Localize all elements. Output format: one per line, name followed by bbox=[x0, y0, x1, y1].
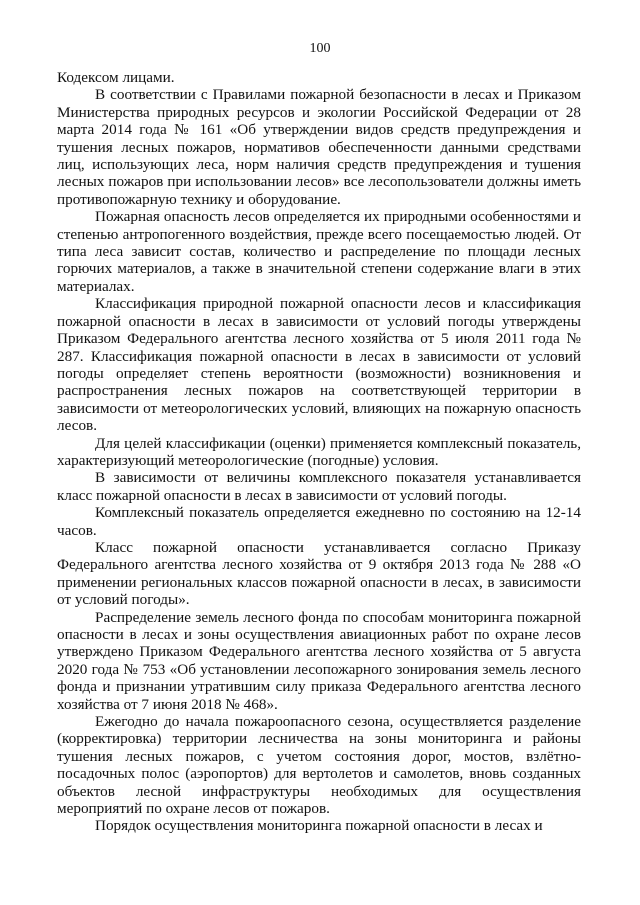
paragraph: В зависимости от величины комплексного показателя устанавливается класс пожарной опасности в лесах в зависимости от условий погоды. bbox=[57, 469, 581, 504]
paragraph: Для целей классификации (оценки) применяется комплексный показатель, характеризующий метеорологические (погодные) условия. bbox=[57, 434, 581, 469]
paragraph: Комплексный показатель определяется ежедневно по состоянию на 12-14 часов. bbox=[57, 504, 581, 539]
page-number: 100 bbox=[309, 41, 331, 56]
body-text bbox=[57, 69, 581, 835]
paragraph: Ежегодно до начала пожароопасного сезона, осуществляется разделение (корректировка) территории лесничества на зоны мониторинга и районы тушения лесных пожаров, с учетом состояния дорог, мостов, взлётно-посадочных полос (аэропортов) для вертолетов и самолетов, вновь созданных объектов лесной инфраструктуры необходимых для осуществления мероприятий по охране лесов от пожаров. bbox=[57, 713, 581, 818]
paragraph: Порядок осуществления мониторинга пожарной опасности в лесах и bbox=[95, 817, 543, 835]
paragraph: Распределение земель лесного фонда по способам мониторинга пожарной опасности в лесах и зоны осуществления авиационных работ по охране лесов утверждено Приказом Федерального агентства лесного хозяйства от 5 августа 2020 года № 753 «Об установлении лесопожарного зонирования земель лесного фонда и признании утратившим силу приказа Федерального агентства лесного хозяйства от 7 июня 2018 № 468». bbox=[57, 608, 581, 713]
paragraph: В соответствии с Правилами пожарной безопасности в лесах и Приказом Министерства природных ресурсов и экологии Российской Федерации от 28 марта 2014 года № 161 «Об утверждении видов средств предупреждения и тушения лесных пожаров, нормативов обеспеченности данными средствами лиц, использующих леса, норм наличия средств предупреждения и тушения лесных пожаров при использовании лесов» все лесопользователи должны иметь противопожарную технику и оборудование. bbox=[57, 86, 581, 208]
paragraph: Пожарная опасность лесов определяется их природными особенностями и степенью антропогенного воздействия, прежде всего посещаемостью людей. От типа леса зависит состав, количество и распределение по площади лесных горючих материалов, а также в значительной степени содержание влаги в этих материалах. bbox=[57, 208, 581, 295]
paragraph: Класс пожарной опасности устанавливается согласно Приказу Федерального агентства лесного хозяйства от 9 октября 2013 года № 288 «О применении региональных классов пожарной опасности в лесах, в зависимости от условий погоды». bbox=[57, 538, 581, 609]
paragraph: Классификация природной пожарной опасности лесов и классификация пожарной опасности в лесах в зависимости от условий погоды утверждены Приказом Федерального агентства лесного хозяйства от 5 июля 2011 года № 287. Классификация пожарной опасности в лесах в зависимости от условий погоды определяет степень вероятности (возможности) возникновения и распространения лесных пожаров на соответствующей территории в зависимости от метеорологических условий, влияющих на пожарную опасность лесов. bbox=[57, 295, 581, 435]
paragraph: Кодексом лицами. bbox=[57, 69, 175, 86]
